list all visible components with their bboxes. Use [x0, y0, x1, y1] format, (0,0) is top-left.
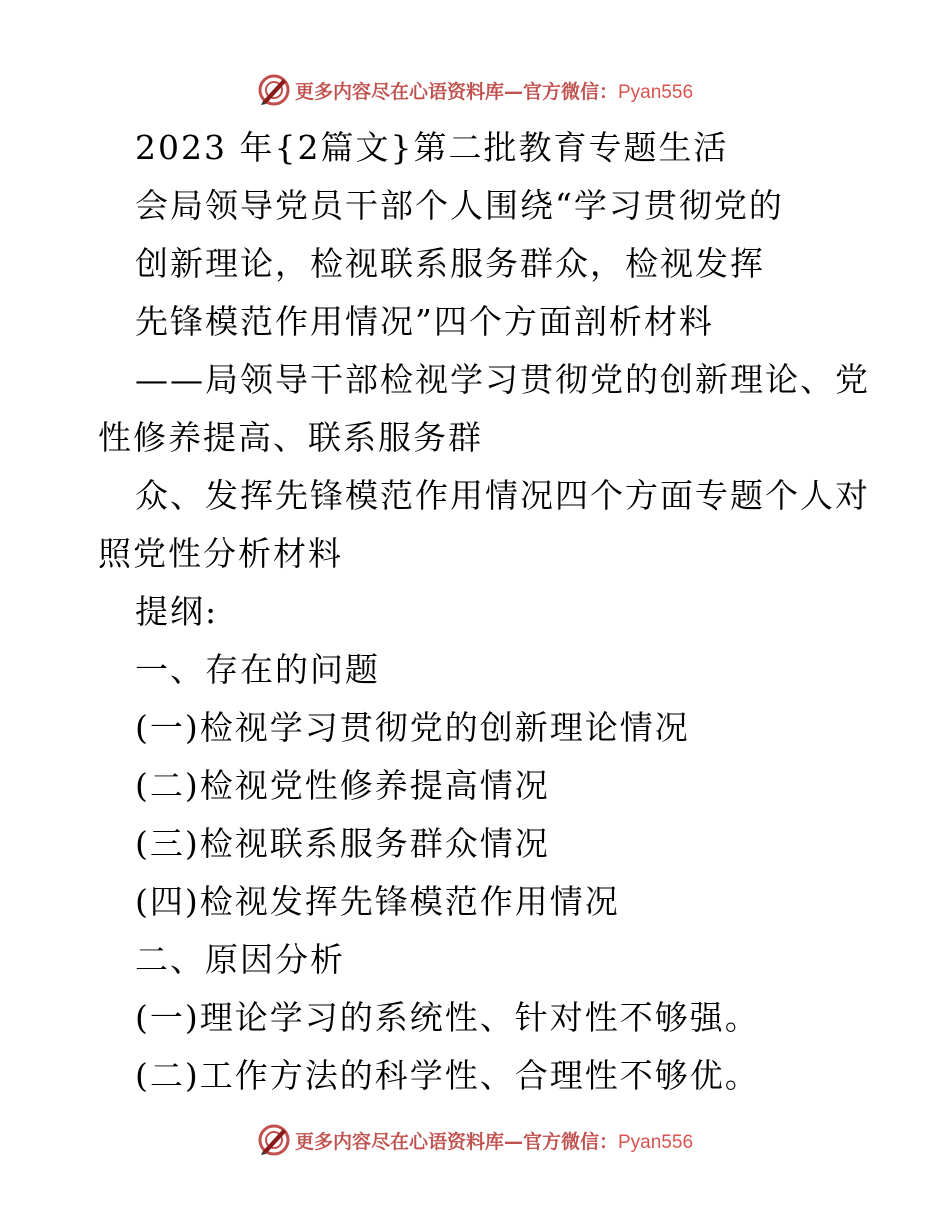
outline-label: 提纲: [135, 592, 219, 631]
watermark-text [295, 1127, 693, 1154]
subtitle-line-3: 众、发挥先锋模范作用情况四个方面专题个人对 [135, 476, 870, 515]
title-line-1: 2023 年{2篇文}第二批教育专题生活 [135, 128, 729, 167]
watermark-wechat-label: 官方微信： [522, 80, 618, 103]
title-line-2: 会局领导党员干部个人围绕“学习贯彻党的 [135, 186, 784, 225]
watermark-wechat-label: 官方微信： [522, 1130, 618, 1153]
subtitle-line-2: 性修养提高、联系服务群 [98, 418, 483, 457]
pen-on-circle-logo-icon [257, 1123, 291, 1157]
watermark-main-text: 更多内容尽在心语资料库 [294, 1130, 504, 1153]
section-heading-problems: 一、存在的问题 [135, 650, 380, 689]
watermark-text [295, 77, 693, 104]
watermark-handle: Pyan556 [618, 81, 694, 103]
outline-item: (四)检视发挥先锋模范作用情况 [135, 882, 620, 921]
subtitle-line-4: 照党性分析材料 [98, 534, 343, 573]
watermark-dash: — [503, 80, 523, 103]
title-line-3: 创新理论，检视联系服务群众，检视发挥 [135, 244, 765, 283]
title-line-4: 先锋模范作用情况”四个方面剖析材料 [135, 302, 714, 341]
watermark-dash: — [503, 1130, 523, 1153]
outline-item: (二)检视党性修养提高情况 [135, 766, 550, 805]
outline-item: (二)工作方法的科学性、合理性不够优。 [135, 1056, 760, 1095]
pen-on-circle-logo-icon [257, 73, 291, 107]
header-watermark-banner [0, 70, 950, 110]
watermark-main-text: 更多内容尽在心语资料库 [294, 80, 504, 103]
subtitle-line-1: ——局领导干部检视学习贯彻党的创新理论、党 [135, 360, 870, 399]
watermark-handle: Pyan556 [618, 1131, 694, 1153]
outline-item: (一)检视学习贯彻党的创新理论情况 [135, 708, 690, 747]
footer-watermark-banner [0, 1120, 950, 1160]
outline-item: (一)理论学习的系统性、针对性不够强。 [135, 998, 760, 1037]
section-heading-causes: 二、原因分析 [135, 940, 345, 979]
outline-item: (三)检视联系服务群众情况 [135, 824, 550, 863]
